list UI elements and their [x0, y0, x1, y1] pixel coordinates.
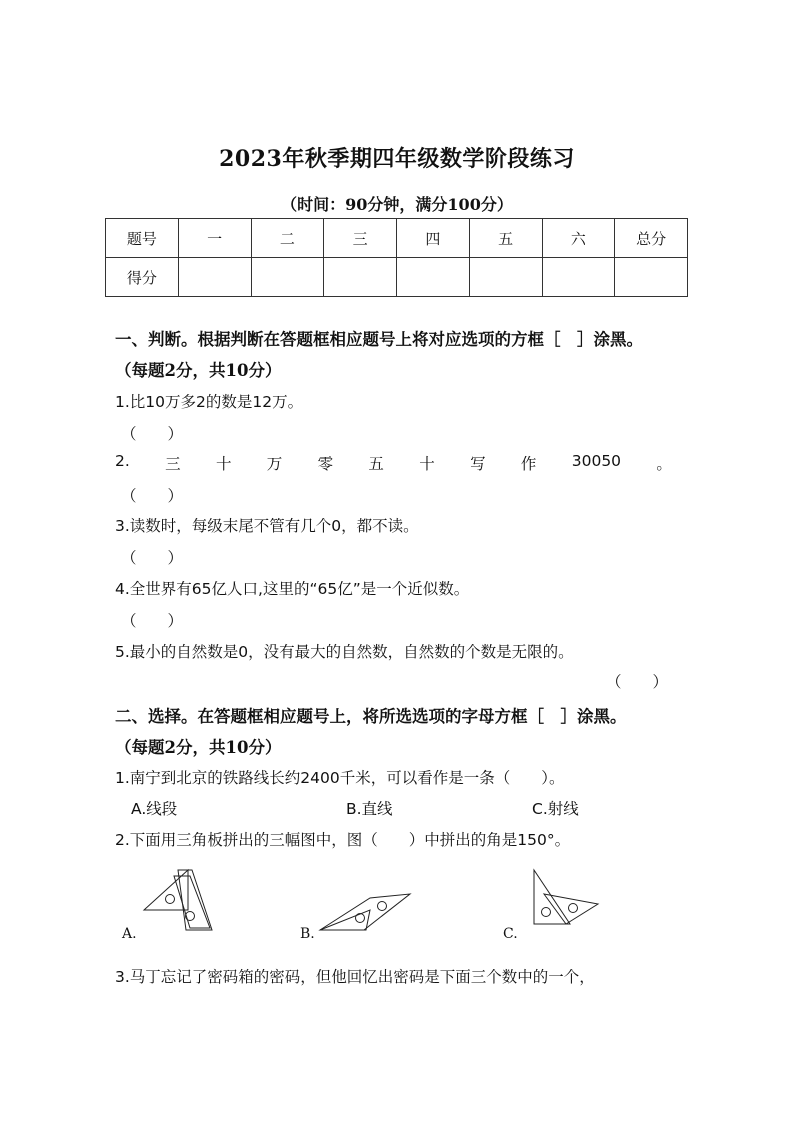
q2-part: 。	[656, 455, 672, 473]
circle-hole	[186, 912, 195, 921]
score-table-header-row	[106, 219, 688, 258]
q2-part: 三	[165, 455, 181, 473]
answer-blank[interactable]: （ ）	[121, 425, 184, 443]
s1-question-3: 3.读数时，每级末尾不管有几个0，都不读。	[115, 517, 419, 535]
answer-blank[interactable]: （ ）	[606, 673, 669, 691]
triangle-shape	[544, 894, 598, 924]
q2-part: 作	[520, 455, 537, 473]
figure-label-b[interactable]: B.	[300, 926, 315, 942]
answer-blank[interactable]: （ ）	[121, 549, 184, 567]
page-title: 2023年秋季期四年级数学阶段练习	[219, 146, 575, 172]
score-cell[interactable]	[324, 258, 397, 297]
header-cell: 三	[324, 219, 397, 258]
s2-question-3: 3.马丁忘记了密码箱的密码，但他回忆出密码是下面三个数中的一个，	[115, 968, 595, 986]
header-cell: 四	[397, 219, 470, 258]
section1-heading: 一、判断。根据判断在答题框相应题号上将对应选项的方框［ ］涂黑。	[115, 330, 643, 349]
option-b[interactable]: B.直线	[346, 800, 393, 818]
circle-hole	[166, 895, 175, 904]
s1-question-1: 1.比10万多2的数是12万。	[115, 393, 304, 411]
row-label: 得分	[106, 258, 179, 297]
score-cell[interactable]	[469, 258, 542, 297]
header-cell: 六	[542, 219, 615, 258]
circle-hole	[542, 908, 551, 917]
s2-question-2: 2.下面用三角板拼出的三幅图中，图（ ）中拼出的角是150°。	[115, 831, 571, 849]
score-cell[interactable]	[397, 258, 470, 297]
header-cell: 五	[469, 219, 542, 258]
section1-note: （每题2分，共10分）	[115, 361, 282, 380]
circle-hole	[569, 904, 578, 913]
figure-label-a[interactable]: A.	[122, 926, 137, 942]
header-cell: 题号	[106, 219, 179, 258]
s1-question-4: 4.全世界有65亿人口,这里的“65亿”是一个近似数。	[115, 580, 470, 598]
figure-label-c[interactable]: C.	[503, 926, 518, 942]
set-square-figure-a	[140, 868, 220, 933]
option-c[interactable]: C.射线	[532, 800, 579, 818]
option-a[interactable]: A.线段	[131, 800, 178, 818]
set-square-figure-c	[530, 868, 602, 928]
q2-part: 万	[266, 455, 283, 473]
q2-part: 零	[317, 455, 334, 473]
section2-heading: 二、选择。在答题框相应题号上，将所选选项的字母方框［ ］涂黑。	[115, 707, 627, 726]
circle-hole	[378, 902, 387, 911]
header-cell: 总分	[615, 219, 688, 258]
q2-part: 30050	[571, 452, 622, 470]
score-cell[interactable]	[178, 258, 251, 297]
score-cell[interactable]	[615, 258, 688, 297]
score-cell[interactable]	[542, 258, 615, 297]
score-cell[interactable]	[251, 258, 324, 297]
section2-note: （每题2分，共10分）	[115, 738, 282, 757]
s2-question-1: 1.南宁到北京的铁路线长约2400千米，可以看作是一条（ ）。	[115, 769, 565, 787]
triangle-shape	[320, 910, 370, 930]
circle-hole	[356, 914, 365, 923]
exam-info: （时间：90分钟，满分100分）	[281, 195, 513, 214]
answer-blank[interactable]: （ ）	[121, 612, 184, 630]
q2-part: 五	[368, 455, 384, 473]
s1-question-2	[115, 452, 672, 474]
q2-part: 十	[215, 455, 232, 473]
score-table	[105, 218, 688, 297]
q2-part: 2.	[115, 452, 130, 470]
score-table-score-row	[106, 258, 688, 297]
q2-part: 写	[470, 455, 486, 473]
set-square-figure-b	[318, 892, 414, 934]
triangle-shape	[534, 870, 570, 924]
header-cell: 二	[251, 219, 324, 258]
header-cell: 一	[178, 219, 251, 258]
q2-part: 十	[419, 455, 435, 473]
s1-question-5: 5.最小的自然数是0，没有最大的自然数，自然数的个数是无限的。	[115, 643, 574, 661]
answer-blank[interactable]: （ ）	[121, 487, 184, 505]
